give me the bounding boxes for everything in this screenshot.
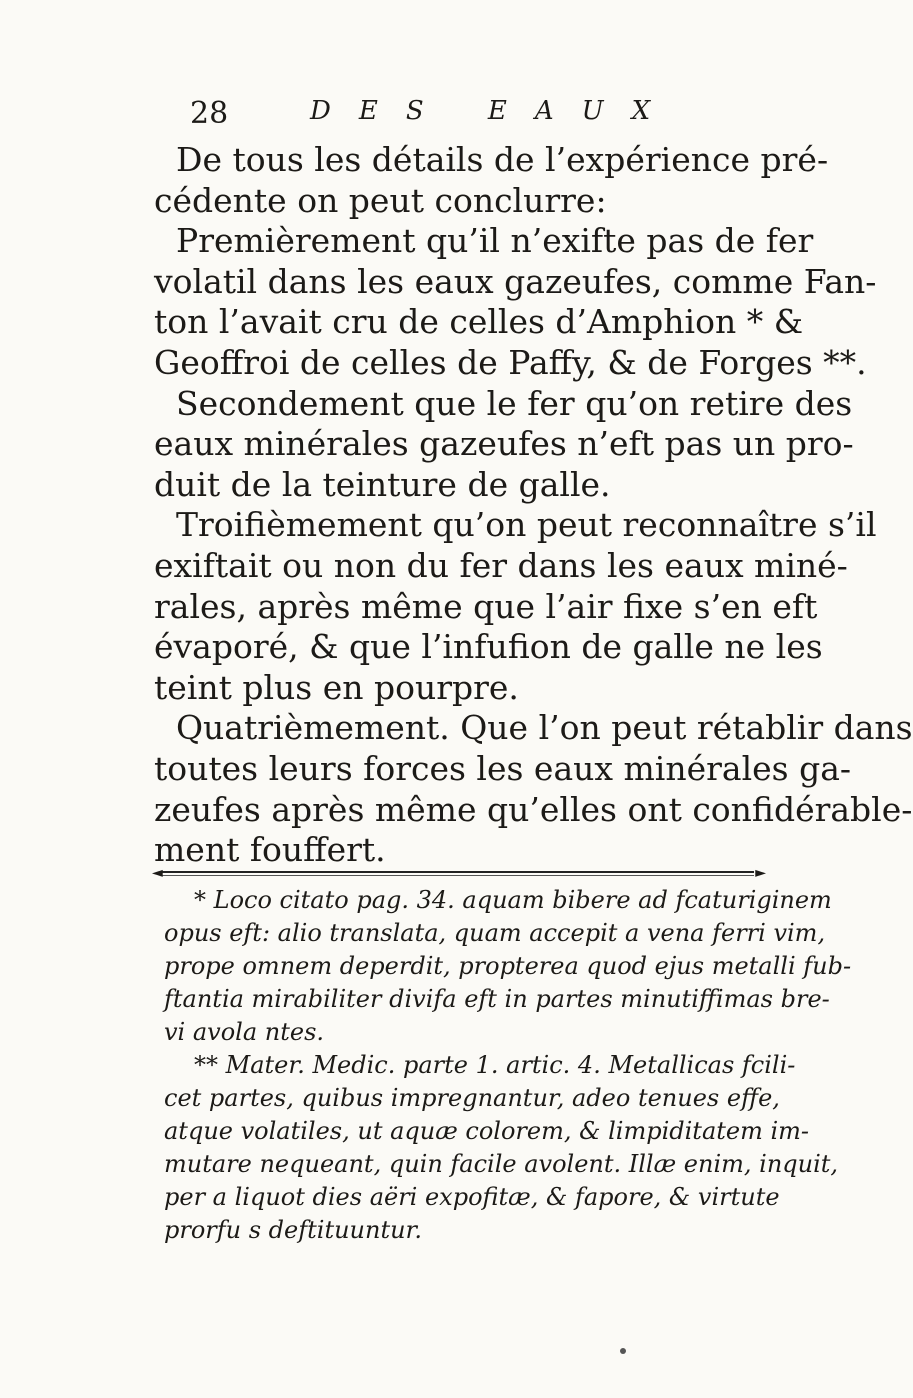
ink-speck [620,1348,626,1354]
page-number: 28 [190,96,229,131]
text-line: zeufes après même qu’elles ont confidérable- [154,789,913,829]
text-line: duit de la teinture de galle. [154,464,611,504]
text-line: ton l’avait cru de celles d’Amphion * & [154,302,804,342]
footnote-line: vi avola ntes. [164,1018,325,1046]
text-line: Geoffroi de celles de Paffy, & de Forges **. [154,342,867,382]
footnotes [164,884,852,1247]
footnote-line: ** Mater. Medic. parte 1. artic. 4. Metallicas fcili- [194,1051,796,1079]
divider-ornament-left: ◄ [152,865,163,881]
text-line: Quatrièmement. Que l’on peut rétablir dans [176,708,913,748]
text-line: exiftait ou non du fer dans les eaux miné- [154,545,848,585]
footnote-line: cet partes, quibus impregnantur, adeo tenues effe, [164,1084,780,1112]
footnote-line: mutare nequeant, quin facile avolent. Illæ enim, inquit, [164,1150,839,1178]
footnote-line: opus eft: alio translata, quam accepit a vena ferri vim, [164,919,826,947]
text-line: De tous les détails de l’expérience pré- [176,140,829,179]
text-line: Premièrement qu’il n’exifte pas de fer [176,221,814,261]
footnote-marker: * [194,886,206,914]
text-line: toutes leurs forces les eaux minérales ga- [154,748,852,788]
footnote-line: atque volatiles, ut aquæ colorem, & limpiditatem im- [164,1117,810,1145]
footnote-line: ftantia mirabiliter divifa eft in partes minutiffimas bre- [164,985,830,1013]
footnote-line: * Loco citato pag. 34. aquam bibere ad fcaturiginem [194,886,832,914]
text-line: Secondement que le fer qu’on retire des [176,383,853,423]
footnote-line: prorfu s deftituuntur. [164,1216,423,1244]
footnote-line: prope omnem deperdit, propterea quod ejus metalli fub- [164,952,852,980]
text-line: rales, après même que l’air fixe s’en eft [154,586,818,626]
text-line: volatil dans les eaux gazeufes, comme Fan- [154,261,877,301]
page-header [190,96,750,136]
main-text [154,140,913,871]
text-line: cédente on peut conclurre: [154,180,607,220]
footnote-line: per a liquot dies aëri expofitæ, & fapore, & virtute [164,1183,780,1211]
text-line: teint plus en pourpre. [154,667,519,707]
divider-ornament-right: ► [755,865,766,881]
text-line: évaporé, & que l’infufion de galle ne les [154,627,823,667]
text-line: Troifièmement qu’on peut reconnaître s’il [176,505,877,545]
text-line: ment fouffert. [154,830,386,870]
text-line: eaux minérales gazeufes n’eft pas un pro- [154,424,854,464]
footnote-marker: ** [194,1051,218,1079]
running-title: DES EAUX [310,96,679,126]
